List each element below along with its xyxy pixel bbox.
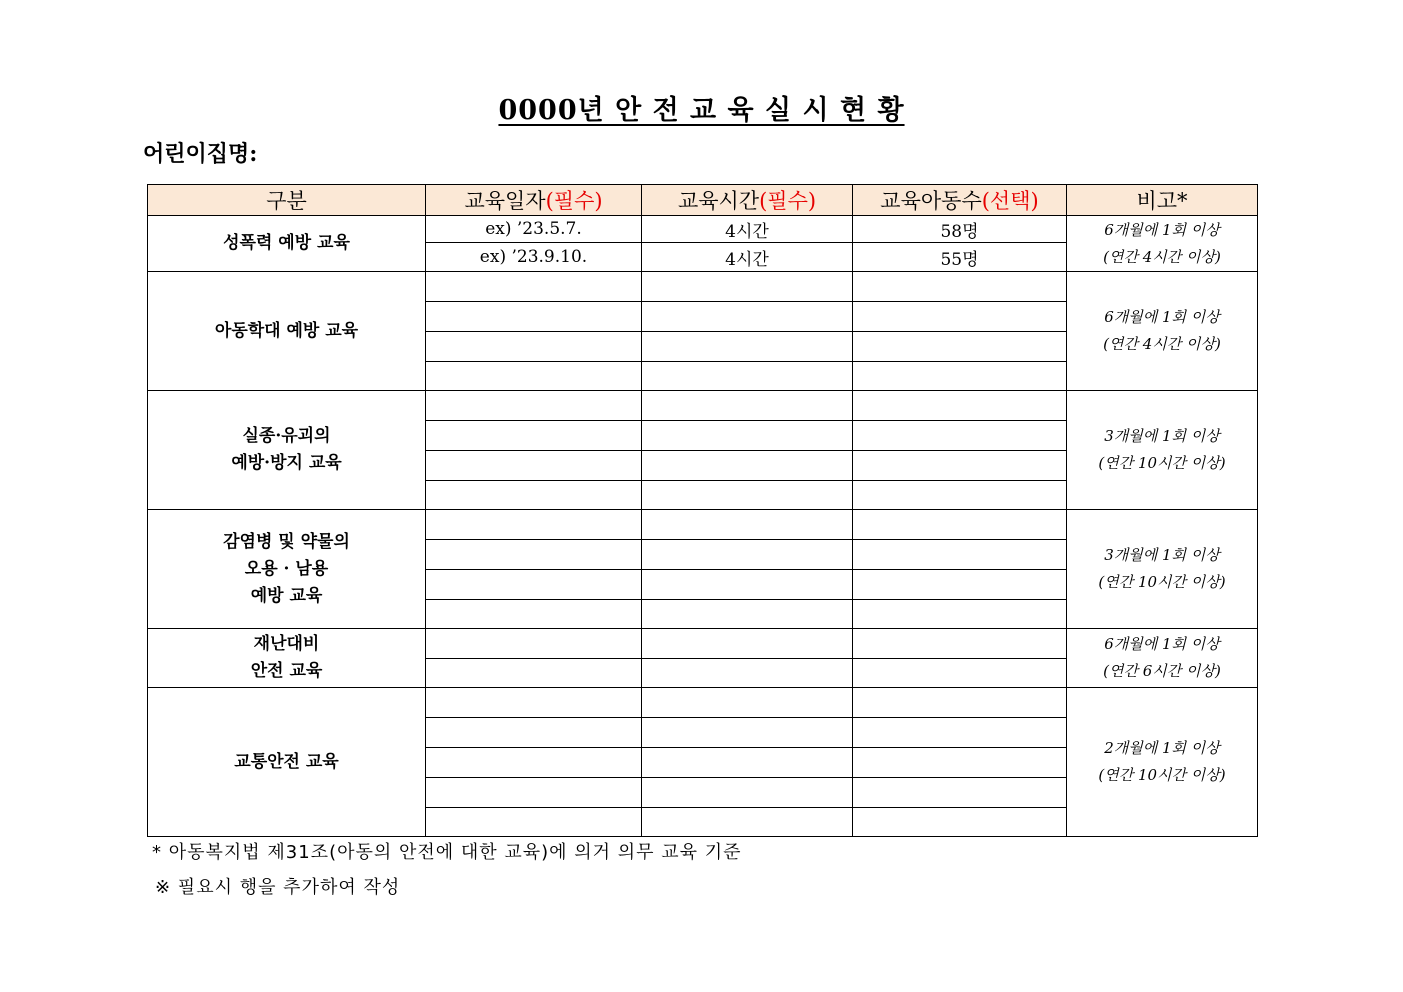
category-label: 예방 교육 bbox=[250, 585, 323, 606]
children-count-cell bbox=[853, 540, 1067, 570]
date-cell bbox=[426, 570, 642, 600]
children-count-cell bbox=[853, 570, 1067, 600]
remarks-text: 3개월에 1회 이상 bbox=[1104, 546, 1220, 564]
header-remarks: 비고* bbox=[1067, 185, 1258, 216]
remarks-cell bbox=[1067, 510, 1258, 629]
children-count-cell bbox=[853, 718, 1067, 748]
remarks-text: 2개월에 1회 이상 bbox=[1104, 739, 1220, 757]
date-cell bbox=[426, 421, 642, 451]
category-cell bbox=[148, 510, 426, 629]
category-label: 재난대비 bbox=[253, 634, 320, 654]
hours-cell bbox=[642, 748, 853, 778]
date-cell bbox=[426, 748, 642, 778]
category-cell bbox=[148, 391, 426, 510]
children-count-cell bbox=[853, 629, 1067, 659]
hours-cell bbox=[642, 600, 853, 629]
remarks-text: (연간 10시간 이상) bbox=[1098, 573, 1226, 591]
children-count-cell bbox=[853, 451, 1067, 481]
optional-tag: (선택) bbox=[981, 189, 1039, 213]
date-cell bbox=[426, 510, 642, 540]
remarks-text: 6개월에 1회 이상 bbox=[1104, 308, 1220, 326]
hours-cell bbox=[642, 688, 853, 718]
category-label: 오용 · 남용 bbox=[244, 558, 329, 579]
children-count-cell bbox=[853, 778, 1067, 808]
hours-cell: 4시간 bbox=[642, 216, 853, 243]
table-row bbox=[148, 272, 1258, 302]
remarks-cell bbox=[1067, 629, 1258, 688]
category-label: 교통안전 교육 bbox=[234, 751, 339, 772]
hours-cell bbox=[642, 391, 853, 421]
table-row bbox=[148, 688, 1258, 718]
date-cell bbox=[426, 451, 642, 481]
remarks-text: 6개월에 1회 이상 bbox=[1104, 220, 1220, 239]
remarks-text: 3개월에 1회 이상 bbox=[1104, 427, 1220, 445]
header-education-hours: 교육시간(필수) bbox=[642, 185, 853, 216]
children-count-cell: 55명 bbox=[853, 243, 1067, 272]
remarks-cell bbox=[1067, 688, 1258, 837]
date-cell bbox=[426, 808, 642, 837]
table-row bbox=[148, 391, 1258, 421]
remarks-text: 6개월에 1회 이상 bbox=[1104, 635, 1220, 653]
category-cell bbox=[148, 272, 426, 391]
children-count-cell bbox=[853, 302, 1067, 332]
category-label: 성폭력 예방 교육 bbox=[223, 233, 350, 253]
date-cell bbox=[426, 302, 642, 332]
hours-cell bbox=[642, 629, 853, 659]
category-cell bbox=[148, 216, 426, 272]
remarks-text: (연간 6시간 이상) bbox=[1103, 662, 1221, 680]
hours-cell bbox=[642, 421, 853, 451]
date-cell bbox=[426, 332, 642, 362]
hours-cell bbox=[642, 272, 853, 302]
required-tag: (필수) bbox=[545, 189, 603, 213]
hours-cell bbox=[642, 362, 853, 391]
children-count-cell bbox=[853, 510, 1067, 540]
remarks-cell bbox=[1067, 216, 1258, 272]
date-cell bbox=[426, 272, 642, 302]
category-cell bbox=[148, 629, 426, 688]
table-row bbox=[148, 216, 1258, 243]
children-count-cell bbox=[853, 481, 1067, 510]
hours-cell bbox=[642, 718, 853, 748]
table-header-row bbox=[148, 185, 1258, 216]
header-category: 구분 bbox=[148, 185, 426, 216]
date-cell bbox=[426, 600, 642, 629]
children-count-cell bbox=[853, 688, 1067, 718]
date-cell bbox=[426, 688, 642, 718]
hours-cell bbox=[642, 332, 853, 362]
hours-cell bbox=[642, 540, 853, 570]
children-count-cell bbox=[853, 659, 1067, 688]
date-cell bbox=[426, 362, 642, 391]
safety-education-table bbox=[147, 184, 1258, 837]
remarks-text: (연간 10시간 이상) bbox=[1098, 454, 1226, 472]
date-cell bbox=[426, 778, 642, 808]
hours-cell bbox=[642, 570, 853, 600]
children-count-cell bbox=[853, 600, 1067, 629]
footnote-legal-basis: * 아동복지법 제31조(아동의 안전에 대한 교육)에 의거 의무 교육 기준 bbox=[152, 842, 742, 863]
date-cell bbox=[426, 629, 642, 659]
hours-cell bbox=[642, 451, 853, 481]
remarks-text: (연간 10시간 이상) bbox=[1098, 766, 1226, 784]
table-row bbox=[148, 510, 1258, 540]
date-cell bbox=[426, 540, 642, 570]
category-label: 안전 교육 bbox=[250, 661, 323, 681]
children-count-cell bbox=[853, 362, 1067, 391]
children-count-cell bbox=[853, 272, 1067, 302]
remarks-text: (연간 4시간 이상) bbox=[1103, 247, 1221, 266]
children-count-cell: 58명 bbox=[853, 216, 1067, 243]
document-title bbox=[0, 88, 1403, 127]
remarks-cell bbox=[1067, 272, 1258, 391]
children-count-cell bbox=[853, 748, 1067, 778]
hours-cell bbox=[642, 808, 853, 837]
category-label: 감염병 및 약물의 bbox=[223, 531, 350, 552]
hours-cell bbox=[642, 659, 853, 688]
remarks-cell bbox=[1067, 391, 1258, 510]
header-education-date: 교육일자(필수) bbox=[426, 185, 642, 216]
children-count-cell bbox=[853, 391, 1067, 421]
date-cell bbox=[426, 391, 642, 421]
category-label: 예방·방지 교육 bbox=[231, 453, 342, 473]
hours-cell bbox=[642, 778, 853, 808]
children-count-cell bbox=[853, 421, 1067, 451]
remarks-text: (연간 4시간 이상) bbox=[1103, 335, 1221, 353]
table-row bbox=[148, 629, 1258, 659]
children-count-cell bbox=[853, 332, 1067, 362]
hours-cell: 4시간 bbox=[642, 243, 853, 272]
children-count-cell bbox=[853, 808, 1067, 837]
required-tag: (필수) bbox=[759, 189, 817, 213]
header-children-count: 교육아동수(선택) bbox=[853, 185, 1067, 216]
daycare-name-label: 어린이집명: bbox=[143, 141, 258, 167]
hours-cell bbox=[642, 302, 853, 332]
category-label: 아동학대 예방 교육 bbox=[214, 320, 359, 341]
date-cell bbox=[426, 718, 642, 748]
hours-cell bbox=[642, 481, 853, 510]
date-cell bbox=[426, 659, 642, 688]
date-cell bbox=[426, 481, 642, 510]
document-title-text: 0000년 안 전 교 육 실 시 현 황 bbox=[498, 95, 905, 126]
footnote-add-rows: ※ 필요시 행을 추가하여 작성 bbox=[155, 877, 401, 898]
hours-cell bbox=[642, 510, 853, 540]
category-label: 실종·유괴의 bbox=[242, 426, 331, 446]
category-cell bbox=[148, 688, 426, 837]
date-cell: ex) ’23.9.10. bbox=[426, 243, 642, 272]
date-cell: ex) ’23.5.7. bbox=[426, 216, 642, 243]
